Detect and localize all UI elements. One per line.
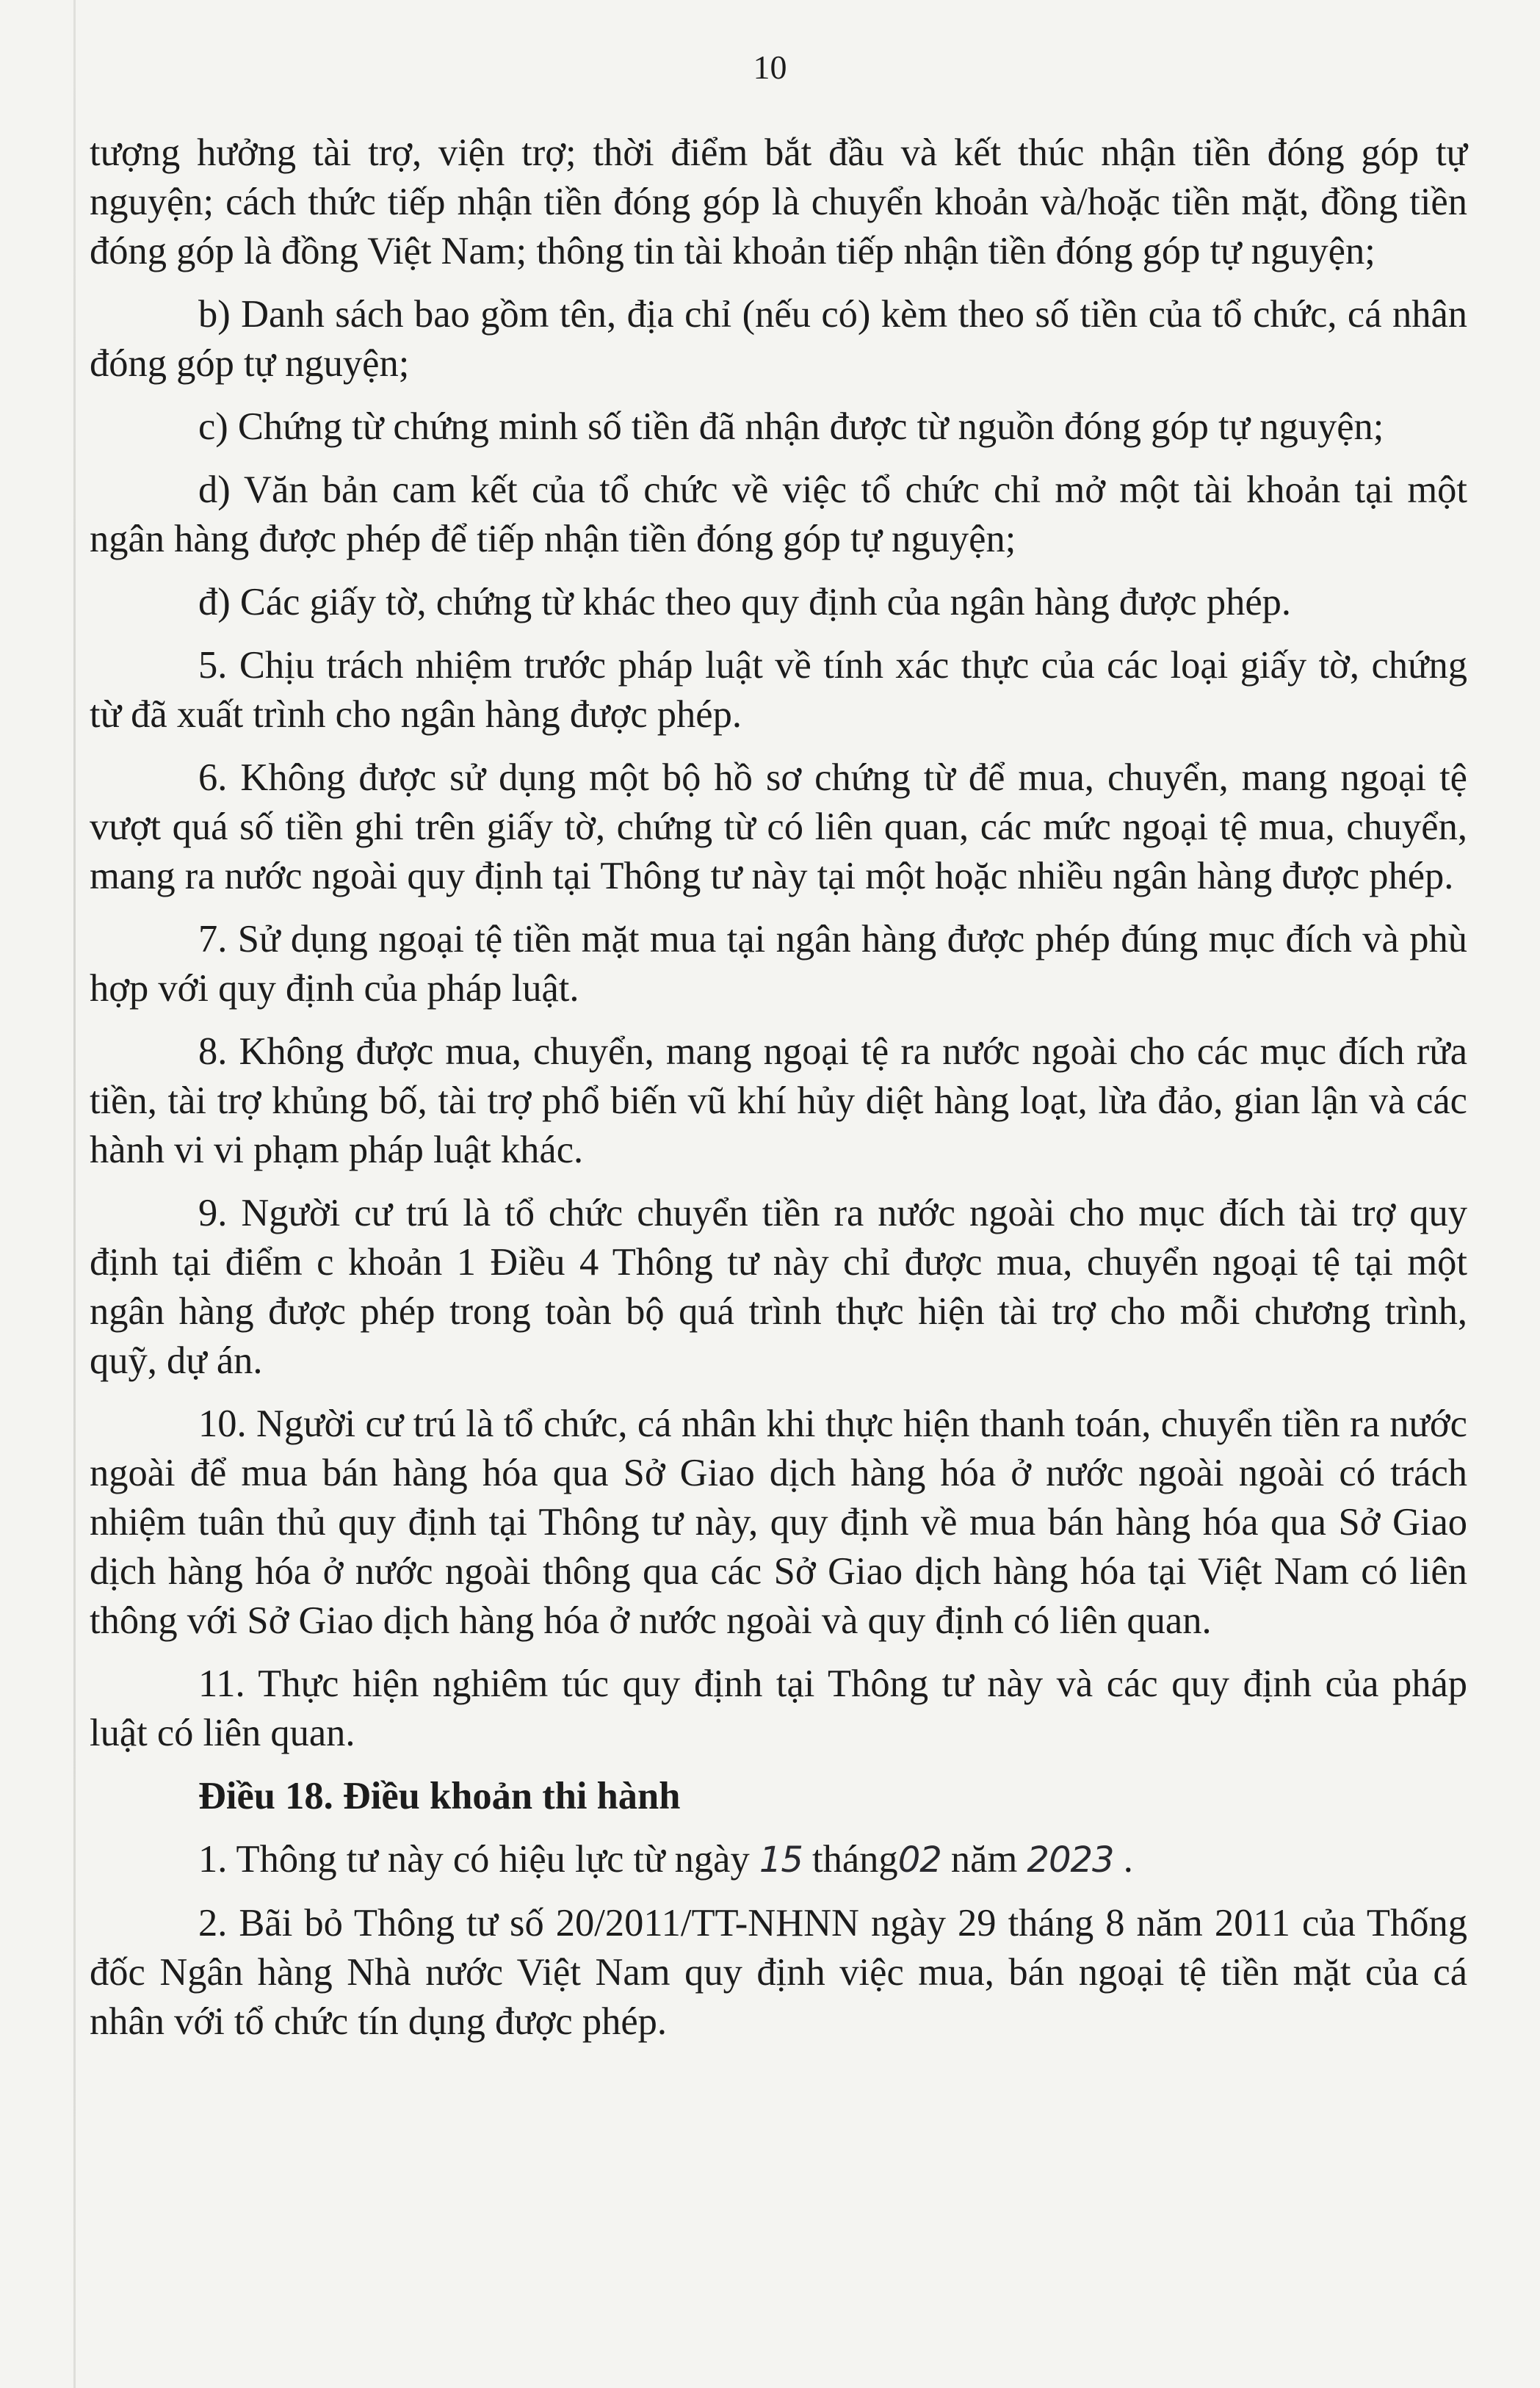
paragraph-clause-11: 11. Thực hiện nghiêm túc quy định tại Thông tư này và các quy định của pháp luật có liên quan. xyxy=(90,1662,1467,1754)
handwritten-year: 2023 xyxy=(1027,1839,1114,1881)
paragraph-clause-8: 8. Không được mua, chuyển, mang ngoại tệ ra nước ngoài cho các mục đích rửa tiền, tài trợ khủng bố, tài trợ phổ biến vũ khí hủy diệt hàng loạt, lừa đảo, gian lận và các hành vi vi phạm pháp luật khác. xyxy=(90,1030,1467,1171)
paragraph-continuation: tượng hưởng tài trợ, viện trợ; thời điểm bắt đầu và kết thúc nhận tiền đóng góp tự nguyện; cách thức tiếp nhận tiền đóng góp là chuyển khoản và/hoặc tiền mặt, đồng tiền đóng góp là đồng Việt Nam; thông tin tài khoản tiếp nhận tiền đóng góp tự nguyện; xyxy=(90,131,1467,272)
paragraph-item-dd: đ) Các giấy tờ, chứng từ khác theo quy định của ngân hàng được phép. xyxy=(198,581,1291,623)
article-heading: Điều 18. Điều khoản thi hành xyxy=(198,1775,681,1817)
paragraph-clause-10: 10. Người cư trú là tổ chức, cá nhân khi thực hiện thanh toán, chuyển tiền ra nước ngoài để mua bán hàng hóa qua Sở Giao dịch hàng hóa ở nước ngoài ngoài có trách nhiệm tuân thủ quy định tại Thông tư này, quy định về mua bán hàng hóa qua Sở Giao dịch hàng hóa ở nước ngoài thông qua các Sở Giao dịch hàng hóa tại Việt Nam có liên thông với Sở Giao dịch hàng hóa ở nước ngoài và quy định có liên quan. xyxy=(90,1403,1467,1642)
paragraph-effective-date xyxy=(90,1835,1467,1885)
handwritten-day: 15 xyxy=(759,1839,803,1881)
handwritten-month: 02 xyxy=(897,1839,941,1881)
paragraph-clause-5: 5. Chịu trách nhiệm trước pháp luật về tính xác thực của các loại giấy tờ, chứng từ đã xuất trình cho ngân hàng được phép. xyxy=(90,644,1467,736)
effective-month-label: tháng xyxy=(802,1838,898,1881)
paragraph-clause-7: 7. Sử dụng ngoại tệ tiền mặt mua tại ngân hàng được phép đúng mục đích và phù hợp với quy định của pháp luật. xyxy=(90,918,1467,1010)
paragraph-item-d: d) Văn bản cam kết của tổ chức về việc tổ chức chỉ mở một tài khoản tại một ngân hàng được phép để tiếp nhận tiền đóng góp tự nguyện; xyxy=(90,468,1467,560)
page-binding-edge xyxy=(73,0,76,2388)
paragraph-item-b: b) Danh sách bao gồm tên, địa chỉ (nếu có) kèm theo số tiền của tổ chức, cá nhân đóng góp tự nguyện; xyxy=(90,293,1467,385)
effective-year-label: năm xyxy=(941,1838,1027,1881)
paragraph-clause-6: 6. Không được sử dụng một bộ hồ sơ chứng từ để mua, chuyển, mang ngoại tệ vượt quá số tiền ghi trên giấy tờ, chứng từ có liên quan, các mức ngoại tệ mua, chuyển, mang ra nước ngoài quy định tại Thông tư này tại một hoặc nhiều ngân hàng được phép. xyxy=(90,756,1467,897)
paragraph-item-c: c) Chứng từ chứng minh số tiền đã nhận được từ nguồn đóng góp tự nguyện; xyxy=(198,405,1384,448)
effective-prefix: 1. Thông tư này có hiệu lực từ ngày xyxy=(198,1838,759,1881)
paragraph-repeal: 2. Bãi bỏ Thông tư số 20/2011/TT-NHNN ngày 29 tháng 8 năm 2011 của Thống đốc Ngân hàng Nhà nước Việt Nam quy định việc mua, bán ngoại tệ tiền mặt của cá nhân với tổ chức tín dụng được phép. xyxy=(90,1902,1467,2043)
paragraph-clause-9: 9. Người cư trú là tổ chức chuyển tiền ra nước ngoài cho mục đích tài trợ quy định tại điểm c khoản 1 Điều 4 Thông tư này chỉ được mua, chuyển ngoại tệ tại một ngân hàng được phép trong toàn bộ quá trình thực hiện tài trợ cho mỗi chương trình, quỹ, dự án. xyxy=(90,1192,1467,1382)
effective-suffix: . xyxy=(1113,1838,1133,1881)
document-body xyxy=(90,129,1467,2060)
page-number: 10 xyxy=(753,48,787,86)
